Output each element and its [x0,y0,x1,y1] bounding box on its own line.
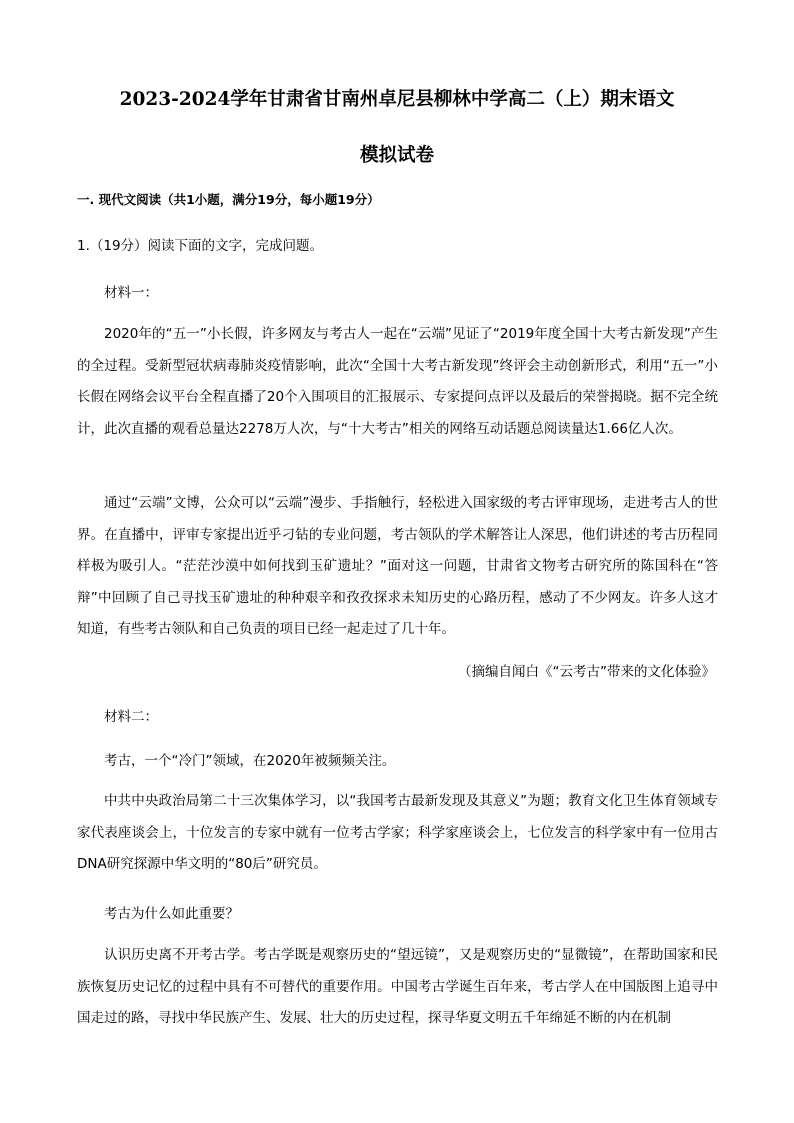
material-2-paragraph-3: 考古为什么如此重要？ [104,906,239,922]
material-2-label: 材料二： [104,709,158,725]
material-1-paragraph-2: 通过“云端”文博，公众可以“云端”漫步、手指触行，轻松进入国家级的考古评审现场，走进考古人的世界。在直播中，评审专家提出近乎刁钻的专业问题，考古领队的学术解答让人深思，他们讲述的考古历程同样极为吸引人。“茫茫沙漠中如何找到玉矿遗址？”面对这一问题，甘肃省文物考古研究所的陈国科在“答辩”中回顾了自己寻找玉矿遗址的种种艰辛和孜孜探求未知历史的心路历程，感动了不少网友。许多人这才知道，有些考古领队和自己负责的项目已经一起走过了几十年。 [77,495,718,637]
section-heading: 一. 现代文阅读（共1小题，满分19分，每小题19分） [77,192,380,207]
material-1-label: 材料一： [104,285,158,301]
material-2-paragraph-4: 认识历史离不开考古学。考古学既是观察历史的“望远镜”，又是观察历史的“显微镜”，在帮助国家和民族恢复历史记忆的过程中具有不可替代的重要作用。中国考古学诞生百年来，考古学人在中国版图上追寻中国走过的路，寻找中华民族产生、发展、壮大的历史过程，探寻华夏文明五千年绵延不断的内在机制 [77,947,718,1026]
document-title-line-1: 2023-2024学年甘肃省甘南州卓尼县柳林中学高二（上）期末语文 [119,89,675,110]
material-2-paragraph-1: 考古，一个“冷门”领域，在2020年被频频关注。 [104,753,396,769]
material-1-source: （摘编自闻白《“云考古”带来的文化体验》 [458,664,715,680]
material-1-paragraph-1: 2020年的“五一”小长假，许多网友与考古人一起在“云端”见证了“2019年度全国十大考古新发现”产生的全过程。受新型冠状病毒肺炎疫情影响，此次“全国十大考古新发现”终评会主动创新形式，利用“五一”小长假在网络会议平台全程直播了20个入围项目的汇报展示、专家提问点评以及最后的荣誉揭晓。据不完全统计，此次直播的观看总量达2278万人次，与“十大考古”相关的网络互动话题总阅读量达1.66亿人次。 [77,326,718,437]
question-prompt: 1.（19分）阅读下面的文字，完成问题。 [77,238,324,254]
document-title-line-2: 模拟试卷 [359,145,434,166]
material-2-paragraph-2: 中共中央政治局第二十三次集体学习，以“我国考古最新发现及其意义”为题；教育文化卫生体育领域专家代表座谈会上，十位发言的专家中就有一位考古学家；科学家座谈会上，七位发言的科学家中有一位用古DNA研究探源中华文明的“80后”研究员。 [77,793,718,872]
